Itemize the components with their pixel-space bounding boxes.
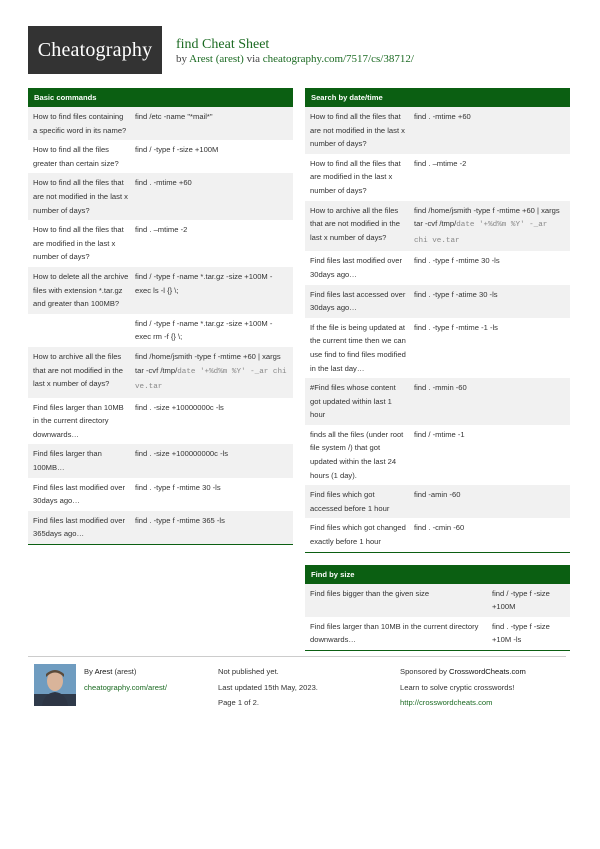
row-command xyxy=(414,288,565,315)
row-command xyxy=(492,587,565,614)
row-command xyxy=(414,521,565,548)
row-command xyxy=(135,350,288,395)
last-updated: Last updated 15th May, 2023. xyxy=(218,682,318,692)
section-search-by-date xyxy=(305,88,570,553)
table-row xyxy=(28,220,293,267)
row-description: How to find all the files that are not modified in the last x number of days? xyxy=(310,112,405,149)
row-command xyxy=(414,204,565,249)
row-description: Find files larger than 100MB… xyxy=(33,449,102,473)
row-description: finds all the files (under root file system /) that got updated within the last 24 hours (1 day). xyxy=(310,429,404,480)
row-command xyxy=(135,270,288,311)
command-text: find . -size +100000000c -ls xyxy=(135,449,229,459)
table-row xyxy=(305,425,570,485)
command-mono-text: date '+%d%m %Y' -_ar chi ve.tar xyxy=(135,367,287,392)
footer-author-handle: (arest) xyxy=(114,667,137,676)
row-command xyxy=(135,514,288,541)
row-description: Find files last modified over 30days ago… xyxy=(310,256,403,279)
table-row xyxy=(305,378,570,425)
row-command xyxy=(135,110,288,137)
command-text: find . -type f -mtime 30 -ls xyxy=(414,256,500,266)
row-description xyxy=(33,317,135,344)
footer-sponsor xyxy=(400,664,526,711)
command-text: find / -mtime -1 xyxy=(414,429,465,439)
command-text: find / -type f -size +100M xyxy=(492,588,550,612)
row-command xyxy=(135,481,288,508)
command-mono-text: date '+%d%m %Y' -_ar chi ve.tar xyxy=(414,221,548,245)
table-row xyxy=(305,107,570,154)
sponsor-link[interactable]: http://crosswordcheats.com xyxy=(400,698,493,707)
avatar xyxy=(34,664,76,706)
table-row xyxy=(305,318,570,378)
section-find-by-size xyxy=(305,565,570,651)
table-row xyxy=(28,444,293,477)
byline-by: by xyxy=(176,53,187,65)
sponsor-name[interactable]: CrosswordCheats.com xyxy=(449,667,526,676)
row-command xyxy=(135,143,288,170)
row-description: How to find all the files greater than certain size? xyxy=(33,145,119,168)
command-text: find . -type f -size +10M -ls xyxy=(492,621,550,645)
cheatography-logo[interactable]: Cheatography xyxy=(28,26,162,74)
table-row xyxy=(305,285,570,318)
row-description: Find files last accessed over 30days ago… xyxy=(310,289,406,313)
row-description: Find files bigger than the given size xyxy=(310,588,430,598)
command-text: find . -mmin -60 xyxy=(414,383,467,393)
command-text: find /home/jsmith -type f -mtime +60 | xargs tar -cvf /tmp/ xyxy=(414,205,560,229)
row-description: Find files larger than 10MB in the current directory downwards… xyxy=(33,402,124,439)
command-text: find / -type f -name *.tar.gz -size +100M -exec ls -l {} \; xyxy=(135,271,273,295)
command-text: find . -type f -atime 30 -ls xyxy=(414,289,498,299)
row-description: #Find files whose content got updated within last 1 hour xyxy=(310,383,396,420)
table-row xyxy=(305,201,570,252)
command-text: find . –mtime -2 xyxy=(135,225,188,235)
table-row xyxy=(305,251,570,284)
row-description: How to find files containing a specific word in its name? xyxy=(33,112,127,135)
right-column xyxy=(305,88,570,663)
row-command xyxy=(135,401,288,442)
byline xyxy=(176,53,414,65)
command-text: find / -type f -size +100M xyxy=(135,145,219,155)
command-text: find . -cmin -60 xyxy=(414,523,465,533)
size-table xyxy=(305,584,570,650)
row-command xyxy=(414,110,565,151)
table-row xyxy=(28,267,293,314)
table-row xyxy=(305,617,570,650)
basic-table xyxy=(28,107,293,544)
row-description: Find files larger than 10MB in the current directory downwards… xyxy=(310,621,479,645)
command-text: find -amin -60 xyxy=(414,490,461,500)
table-row xyxy=(305,485,570,518)
date-table xyxy=(305,107,570,552)
sponsor-label: Sponsored by xyxy=(400,667,447,676)
command-text: find . –mtime -2 xyxy=(414,158,467,168)
footer-author-name[interactable]: Arest xyxy=(94,667,113,676)
row-description: Find files last modified over 30days ago… xyxy=(33,482,126,506)
row-description: How to archive all the files that are not modified in the last x number of days? xyxy=(310,205,400,242)
section-basic-commands xyxy=(28,88,293,545)
footer-divider xyxy=(28,656,566,657)
command-text: find . -size +10000000c -ls xyxy=(135,402,224,412)
byline-via: via xyxy=(246,53,261,65)
left-column xyxy=(28,88,293,557)
row-description: How to find all the files that are not modified in the last x number of days? xyxy=(33,178,128,215)
table-row xyxy=(28,107,293,140)
table-row xyxy=(28,314,293,347)
table-row xyxy=(28,140,293,173)
row-description: Find files which got changed exactly before 1 hour xyxy=(310,523,406,547)
row-command xyxy=(135,317,288,344)
row-command xyxy=(414,381,565,422)
row-command xyxy=(414,321,565,375)
row-command xyxy=(414,157,565,198)
sheet-url-link[interactable]: cheatography.com/7517/cs/38712/ xyxy=(262,53,414,65)
page-number: Page 1 of 2. xyxy=(218,698,259,707)
command-text: find . -type f -mtime -1 -ls xyxy=(414,322,498,332)
section-title: Search by date/time xyxy=(305,88,570,107)
row-description: Find files which got accessed before 1 hour xyxy=(310,490,390,513)
row-command xyxy=(492,620,565,647)
table-row xyxy=(305,154,570,201)
row-description: How to delete all the archive files with extension *.tar.gz and greater than 100MB? xyxy=(33,271,129,309)
row-command xyxy=(414,254,565,281)
row-command xyxy=(135,447,288,474)
command-text: find /etc -name "*mail*" xyxy=(135,112,213,121)
row-description: If the file is being updated at the current time then we can use find to find files modified in the last day… xyxy=(310,322,406,373)
table-row xyxy=(28,511,293,544)
table-row xyxy=(28,173,293,220)
footer-author xyxy=(84,664,167,695)
command-text: find . -mtime +60 xyxy=(135,178,192,188)
section-title: Find by size xyxy=(305,565,570,584)
page-title: find Cheat Sheet xyxy=(176,37,270,52)
table-row xyxy=(305,584,570,617)
table-row xyxy=(28,478,293,511)
row-description: How to archive all the files that are not modified in the last x number of days? xyxy=(33,351,123,389)
footer-author-link[interactable]: cheatography.com/arest/ xyxy=(84,682,168,692)
row-description: Find files last modified over 365days ago… xyxy=(33,515,126,539)
row-description: How to find all the files that are modified in the last x number of days? xyxy=(310,158,401,195)
row-command xyxy=(414,428,565,482)
command-text: find . -type f -mtime 365 -ls xyxy=(135,515,225,525)
table-row xyxy=(28,347,293,398)
author-link[interactable]: Arest (arest) xyxy=(189,53,244,65)
published-status: Not published yet. xyxy=(218,667,279,676)
table-row xyxy=(28,398,293,445)
sponsor-tagline: Learn to solve cryptic crosswords! xyxy=(400,682,515,692)
command-text: find . -type f -mtime 30 -ls xyxy=(135,482,221,492)
row-description: How to find all the files that are modified in the last x number of days? xyxy=(33,225,124,262)
section-title: Basic commands xyxy=(28,88,293,107)
command-text: find / -type f -name *.tar.gz -size +100M -exec rm -f {} \; xyxy=(135,318,273,342)
footer-meta xyxy=(218,664,318,711)
row-command xyxy=(414,488,565,515)
row-command xyxy=(135,223,288,264)
row-command xyxy=(135,176,288,217)
command-text: find /home/jsmith -type f -mtime +60 | xargs tar -cvf /tmp/ xyxy=(135,351,281,375)
by-label: By xyxy=(84,667,93,676)
table-row xyxy=(305,518,570,551)
command-text: find . -mtime +60 xyxy=(414,112,471,121)
